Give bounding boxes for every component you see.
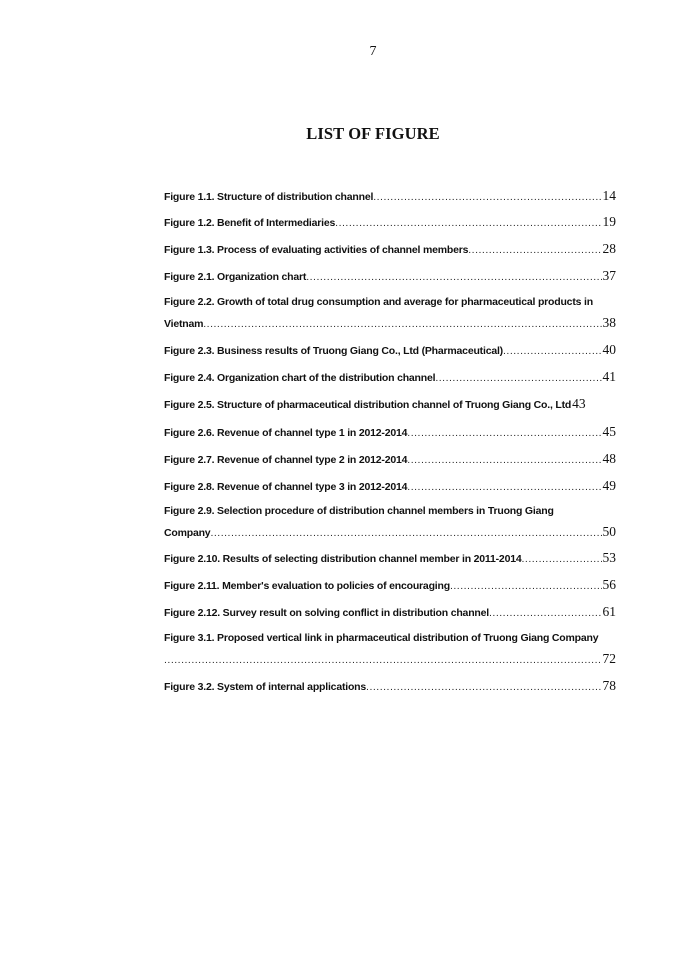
entry-label: Figure 2.5. Structure of pharmaceutical distribution channel of Truong Giang Co., Ltd <box>164 399 572 411</box>
figure-entry[interactable] <box>164 342 616 358</box>
figure-entry[interactable] <box>164 369 616 385</box>
entry-page: 78 <box>602 678 616 693</box>
dot-leader <box>489 605 602 621</box>
dot-leader <box>203 316 601 332</box>
entry-page: 48 <box>602 451 616 466</box>
entry-label: Figure 3.2. System of internal applications <box>164 681 367 693</box>
figure-entry[interactable] <box>164 268 616 284</box>
entry-page: 50 <box>602 524 616 539</box>
figure-entry[interactable] <box>164 451 616 467</box>
figure-entry[interactable] <box>164 424 616 440</box>
figure-entry[interactable] <box>164 241 616 257</box>
figure-entry[interactable] <box>164 396 616 412</box>
entry-page: 49 <box>602 478 616 493</box>
entry-label: Figure 1.3. Process of evaluating activities of channel members <box>164 244 469 256</box>
entry-label-continued: Vietnam <box>164 318 204 330</box>
dot-leader <box>373 189 601 205</box>
figure-entry[interactable] <box>164 478 616 494</box>
entry-label: Figure 2.10. Results of selecting distribution channel member in 2011-2014 <box>164 553 522 565</box>
entry-page: 37 <box>602 268 616 283</box>
entry-page: 45 <box>602 424 616 439</box>
figure-entry[interactable] <box>164 577 616 593</box>
figure-entry[interactable] <box>164 214 616 230</box>
entry-label: Figure 1.2. Benefit of Intermediaries <box>164 217 336 229</box>
dot-leader <box>210 525 601 541</box>
dot-leader <box>366 679 601 695</box>
dot-leader <box>407 425 601 441</box>
dot-leader <box>521 551 601 567</box>
entry-label: Figure 2.8. Revenue of channel type 3 in 2012-2014 <box>164 481 408 493</box>
entry-label: Figure 2.12. Survey result on solving conflict in distribution channel <box>164 607 489 619</box>
figure-entry[interactable] <box>164 678 616 694</box>
entry-page: 41 <box>602 369 616 384</box>
entry-page: 43 <box>572 396 586 411</box>
figure-entry[interactable] <box>164 503 616 540</box>
entry-page: 14 <box>602 188 616 203</box>
entry-label: Figure 2.7. Revenue of channel type 2 in 2012-2014 <box>164 454 408 466</box>
figure-entry[interactable] <box>164 550 616 566</box>
entry-page: 28 <box>602 241 616 256</box>
entry-page: 19 <box>602 214 616 229</box>
page-title: LIST OF FIGURE <box>306 124 440 143</box>
entry-label: Figure 2.9. Selection procedure of distribution channel members in Truong Giang <box>164 505 554 517</box>
entry-page: 40 <box>602 342 616 357</box>
dot-leader <box>468 242 601 258</box>
dot-leader <box>435 370 601 386</box>
figure-entry[interactable] <box>164 294 616 331</box>
entry-label: Figure 2.1. Organization chart <box>164 271 307 283</box>
entry-page: 72 <box>602 651 616 666</box>
figure-entry[interactable] <box>164 188 616 204</box>
entry-label: Figure 3.1. Proposed vertical link in pharmaceutical distribution of Truong Giang Company <box>164 632 599 644</box>
dot-leader <box>306 269 601 285</box>
entry-page: 61 <box>602 604 616 619</box>
dot-leader <box>164 652 602 668</box>
entry-label-continued: Company <box>164 527 211 539</box>
entry-label: Figure 2.6. Revenue of channel type 1 in 2012-2014 <box>164 427 408 439</box>
entry-label: Figure 2.11. Member's evaluation to policies of encouraging <box>164 580 450 592</box>
dot-leader <box>407 452 601 468</box>
dot-leader <box>450 578 602 594</box>
entry-label: Figure 2.2. Growth of total drug consumption and average for pharmaceutical products in <box>164 296 593 308</box>
entry-page: 56 <box>602 577 616 592</box>
entry-page: 53 <box>602 550 616 565</box>
entry-label: Figure 2.4. Organization chart of the distribution channel <box>164 372 436 384</box>
entry-label: Figure 1.1. Structure of distribution channel <box>164 191 374 203</box>
entry-label: Figure 2.3. Business results of Truong Giang Co., Ltd (Pharmaceutical) <box>164 345 503 357</box>
figure-entry[interactable] <box>164 604 616 620</box>
page-number: 7 <box>369 44 377 59</box>
dot-leader <box>503 343 602 359</box>
dot-leader <box>335 215 601 231</box>
entry-page: 38 <box>602 315 616 330</box>
figure-entry[interactable] <box>164 630 616 667</box>
dot-leader <box>407 479 601 495</box>
